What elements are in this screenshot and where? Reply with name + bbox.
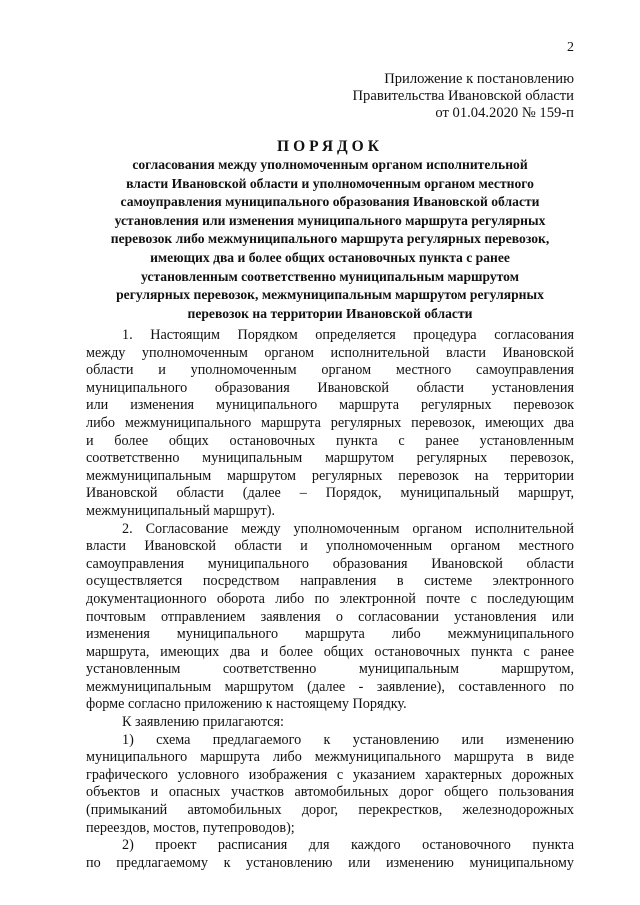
body-line: почтовым отправлением заявления о согласовании установления или — [86, 608, 574, 625]
body-line: муниципального образования Ивановской области установления — [86, 379, 574, 396]
subtitle-line: имеющих два и более общих остановочных пункта с ранее — [150, 249, 510, 265]
body-line: межмуниципальным маршрутом регулярных перевозок на территории — [86, 467, 574, 484]
appendix-line: Правительства Ивановской области — [352, 88, 574, 105]
body-line: самоуправления муниципального образования Ивановской области — [86, 555, 574, 572]
body-line: маршрута, имеющих два и более общих остановочных пункта с ранее — [86, 643, 574, 660]
appendix-header — [0, 71, 574, 123]
subtitle-line: самоуправления муниципального образования Ивановской области — [120, 194, 540, 210]
body-line: К заявлению прилагаются: — [122, 714, 284, 731]
body-line: документационного оборота либо по электронной почте с последующим — [86, 590, 574, 607]
body-line: области и уполномоченным органом местного самоуправления — [86, 362, 574, 379]
page-number: 2 — [567, 40, 574, 55]
subtitle-line: регулярных перевозок, межмуниципальным маршрутом регулярных — [116, 287, 544, 303]
body-line: межмуниципальный маршрут). — [86, 502, 276, 519]
document-body — [86, 327, 574, 872]
body-line: осуществляется посредством направления в системе электронного — [86, 573, 574, 590]
body-line: (примыканий автомобильных дорог, перекрестков, железнодорожных — [86, 802, 574, 819]
subtitle-line: установления или изменения муниципального маршрута регулярных — [114, 212, 546, 228]
body-line: 1) схема предлагаемого к установлению или изменению — [122, 731, 574, 748]
body-line: установленным соответственно муниципальным маршрутом, — [86, 661, 574, 678]
body-line: или изменения муниципального маршрута регулярных перевозок — [86, 397, 574, 414]
body-line: объектов и опасных участков автомобильных дорог общего пользования — [86, 784, 574, 801]
body-line: и более общих остановочных пункта с ранее установленным — [86, 432, 574, 449]
appendix-line: Приложение к постановлению — [384, 71, 574, 87]
appendix-line: от 01.04.2020 № 159-п — [435, 105, 574, 122]
subtitle-line: установленным соответственно муниципальным маршрутом — [141, 268, 519, 284]
document-title: ПОРЯДОК — [277, 138, 383, 155]
body-line: по предлагаемому к установлению или изменению муниципальному — [86, 854, 574, 871]
body-line: межмуниципальным маршрутом (далее - заявление), составленного по — [86, 678, 574, 695]
body-line: власти Ивановской области и уполномоченным органом местного — [86, 538, 574, 555]
body-line: 2. Согласование между уполномоченным органом исполнительной — [122, 520, 574, 537]
body-line: 1. Настоящим Порядком определяется процедура согласования — [122, 327, 574, 343]
body-line: муниципального маршрута либо межмуниципального маршрута в виде — [86, 749, 574, 766]
subtitle-line: перевозок на территории Ивановской области — [187, 305, 473, 321]
body-line: изменения муниципального маршрута либо межмуниципального — [86, 626, 574, 643]
body-line: переездов, мостов, путепроводов); — [86, 819, 295, 836]
body-line: соответственно муниципальным маршрутом регулярных перевозок, — [86, 450, 574, 467]
subtitle-line: власти Ивановской области и уполномоченным органом местного — [126, 175, 534, 191]
subtitle-line: согласования между уполномоченным органом исполнительной — [132, 157, 528, 172]
document-subtitle — [86, 156, 574, 323]
body-line: графического условного изображения с указанием характерных дорожных — [86, 766, 574, 783]
body-line: между уполномоченным органом исполнительной власти Ивановской — [86, 344, 574, 361]
subtitle-line: перевозок либо межмуниципального маршрута регулярных перевозок, — [110, 231, 550, 247]
body-line: либо межмуниципального маршрута регулярных перевозок, имеющих два — [86, 414, 574, 431]
body-line: Ивановской области (далее – Порядок, муниципальный маршрут, — [86, 485, 574, 502]
body-line: 2) проект расписания для каждого остановочного пункта — [122, 837, 574, 854]
body-line: форме согласно приложению к настоящему Порядку. — [86, 696, 407, 713]
